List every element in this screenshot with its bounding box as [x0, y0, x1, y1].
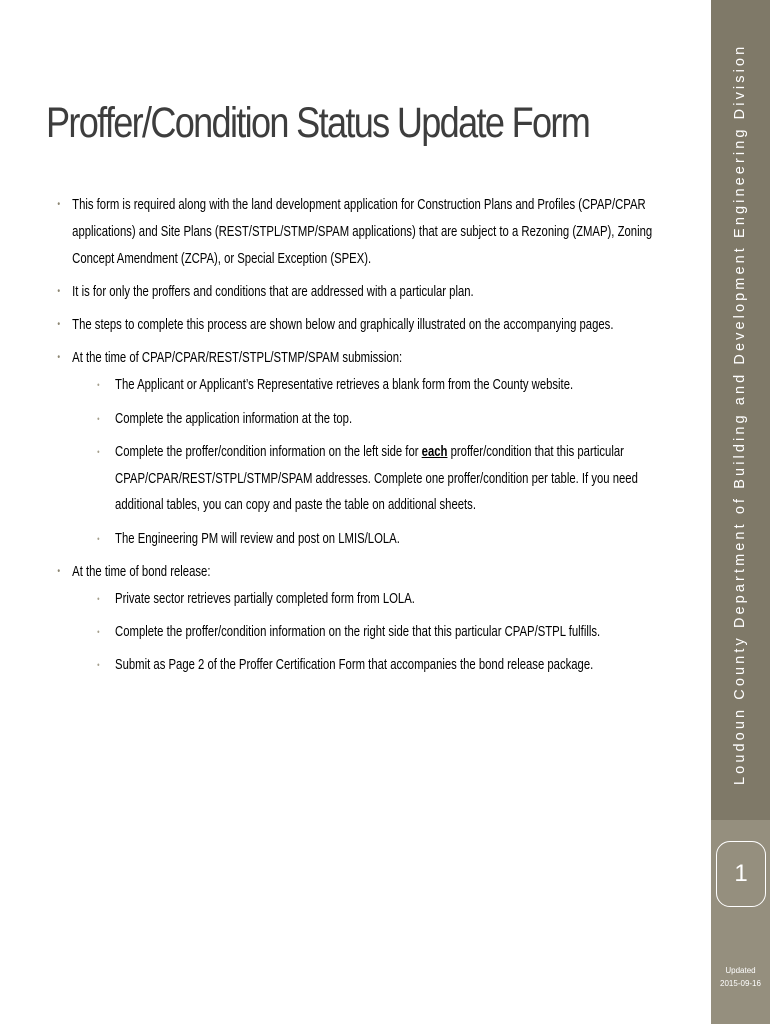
bullet-text: At the time of bond release:: [72, 564, 211, 581]
sub-bullet-list: [72, 372, 679, 552]
sub-bullet-item: [72, 586, 679, 613]
sub-bullet-dot-icon: •: [97, 627, 100, 638]
bullet-dot-icon: •: [57, 199, 61, 210]
sub-bullet-list: [72, 586, 679, 679]
updated-stamp: [711, 964, 770, 990]
sub-bullet-item: [72, 372, 679, 399]
sub-bullet-item: [72, 652, 679, 679]
department-name: Loudoun County Department of Building and Development Engineering Division: [732, 43, 748, 785]
sub-bullet-text-after: proffer/condition that this particular CPAP/CPAR/REST/STPL/STMP/SPAM addresses. Complete one proffer/condition per table. If you need additional tables, you can copy and paste the table on additional sheets.: [115, 443, 638, 514]
bullet-item: [55, 279, 679, 306]
sub-bullet-text: Complete the proffer/condition information on the right side that this particular CPAP/STPL fulfills.: [115, 624, 601, 641]
sub-bullet-text: Submit as Page 2 of the Proffer Certification Form that accompanies the bond release package.: [115, 657, 594, 674]
bullet-item: [55, 192, 679, 272]
sub-bullet-text: The Engineering PM will review and post on LMIS/LOLA.: [115, 530, 400, 547]
bullet-dot-icon: •: [57, 319, 61, 331]
sub-bullet-item: [72, 439, 679, 519]
sub-bullet-item: [72, 526, 679, 553]
sub-bullet-dot-icon: •: [97, 413, 100, 424]
bullet-text: It is for only the proffers and conditions that are addressed with a particular plan.: [72, 283, 474, 300]
bullet-item: [55, 345, 679, 552]
updated-date: 2015-09-16: [720, 979, 761, 988]
bullet-text: The steps to complete this process are shown below and graphically illustrated on the accompanying pages.: [72, 317, 614, 334]
sub-bullet-text-before: Complete the proffer/condition information on the left side for: [115, 443, 422, 460]
bullet-dot-icon: •: [57, 352, 61, 364]
sub-bullet-text: The Applicant or Applicant’s Representative retrieves a blank form from the County website.: [115, 377, 574, 394]
bullet-item: [55, 312, 679, 339]
sub-bullet-item: [72, 406, 679, 433]
sub-bullet-item: [72, 619, 679, 646]
sub-bullet-text: Complete the application information at the top.: [115, 410, 353, 427]
sub-bullet-dot-icon: •: [97, 533, 100, 544]
bullet-item: [55, 559, 679, 679]
sub-bullet-text: Private sector retrieves partially completed form from LOLA.: [115, 590, 415, 607]
emphasis-each: each: [421, 443, 448, 460]
sub-bullet-dot-icon: •: [97, 660, 100, 671]
updated-label: Updated: [725, 966, 756, 975]
page-number: 1: [716, 841, 766, 907]
sub-bullet-text: [115, 444, 638, 514]
sub-bullet-dot-icon: •: [97, 593, 100, 604]
bullet-list: [55, 192, 679, 686]
sub-bullet-dot-icon: •: [97, 446, 100, 457]
bullet-text: At the time of CPAP/CPAR/REST/STPL/STMP/SPAM submission:: [72, 350, 403, 367]
bullet-dot-icon: •: [57, 566, 61, 578]
sub-bullet-dot-icon: •: [97, 380, 100, 391]
page-title: Proffer/Condition Status Update Form: [46, 99, 590, 147]
bullet-text: This form is required along with the land development application for Construction Plans and Profiles (CPAP/CPAR applications) and Site Plans (REST/STPL/STMP/SPAM applications) that are subject to a Rezoning (ZMAP), Zoning Concept Amendment (ZCPA), or Special Exception (SPEX).: [72, 197, 653, 267]
bullet-dot-icon: •: [57, 285, 61, 297]
